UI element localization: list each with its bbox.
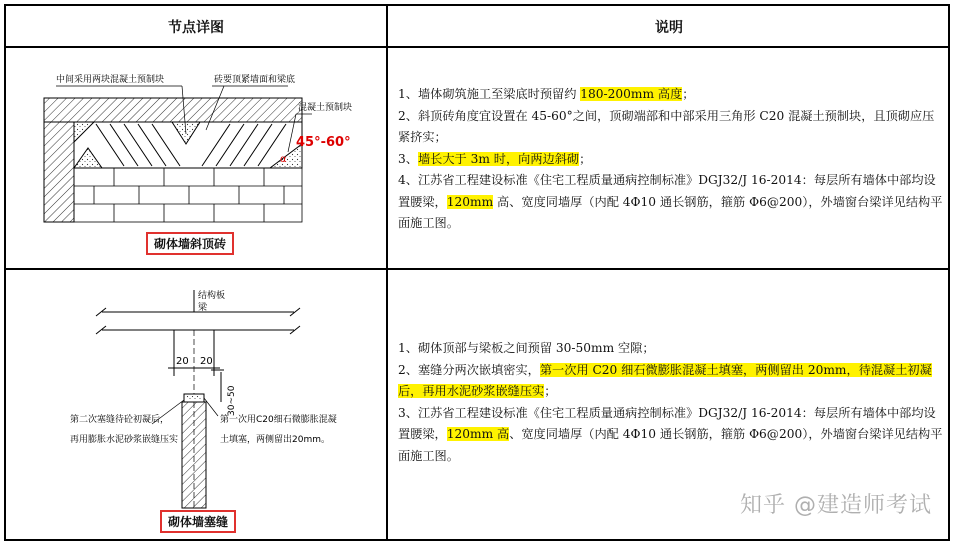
note-r1-2: 2、斜顶砖角度宜设置在 45-60°之间，顶砌端部和中部采用三角形 C20 混凝土预制块，且顶砌应压紧挤实； (398, 108, 935, 144)
label-dim-30-50: 30~50 (227, 385, 237, 416)
note-r1-1: 1、墙体砌筑施工至梁底时预留约 180-200mm 高度； (398, 87, 695, 101)
label-dim-20a: 20 (176, 356, 189, 367)
label-brick-top: 砖要顶紧墙面和梁底 (214, 75, 296, 85)
notes-row2 (398, 338, 946, 467)
label-dim-20b: 20 (200, 356, 213, 367)
header-description: 说明 (655, 20, 683, 36)
zhihu-watermark: 知乎 @建造师考试 (740, 493, 932, 518)
label-slab: 结构板 (198, 291, 226, 301)
label-alpha: α (280, 154, 287, 165)
note-r2-3: 3、江苏省工程建设标准《住宅工程质量通病控制标准》DGJ32/J 16-2014：每层所有墙体中部均设置腰梁，120mm 高、宽度同墙厚（内配 4Φ10 通长钢筋，箍筋 Φ6@200），外墙窗台梁详见结构平面施工图。 (398, 405, 943, 463)
caption-joint-fill: 砌体墙塞缝 (160, 510, 236, 533)
note-r1-3: 3、墙长大于 3m 时，向两边斜砌； (398, 151, 592, 166)
label-second-fill-1: 第二次塞缝待砼初凝后， (70, 415, 170, 425)
label-precast-block: 混凝土预制块 (298, 103, 353, 113)
label-beam: 梁 (198, 303, 208, 313)
label-precast-middle: 中间采用两块混凝土预制块 (56, 75, 165, 85)
column-divider (386, 6, 388, 539)
label-angle: 45°-60° (296, 135, 351, 150)
caption-inclined-brick: 砌体墙斜顶砖 (146, 232, 234, 255)
note-r2-1: 1、砌体顶部与梁板之间预留 30-50mm 空隙； (398, 341, 655, 355)
joint-fill-drawing (6, 270, 386, 540)
note-r2-2: 2、塞缝分两次嵌填密实，第一次用 C20 细石微膨胀混凝土填塞，两侧留出 20mm，待混凝土初凝后，再用水泥砂浆嵌缝压实； (398, 362, 932, 398)
note-r1-4: 4、江苏省工程建设标准《住宅工程质量通病控制标准》DGJ32/J 16-2014：每层所有墙体中部均设置腰梁，120mm 高、宽度同墙厚（内配 4Φ10 通长钢筋，箍筋 Φ6@200），外墙窗台梁详见结构平面施工图。 (398, 173, 943, 230)
header-detail-drawing: 节点详图 (168, 20, 224, 36)
detail-table (4, 4, 950, 541)
notes-row1 (398, 84, 946, 235)
label-first-fill-2: 土填塞，两侧留出20mm。 (220, 435, 330, 445)
label-first-fill-1: 第一次用C20细石微膨胀混凝 (220, 415, 337, 425)
label-second-fill-2: 再用膨胀水泥砂浆嵌缝压实 (70, 435, 179, 445)
